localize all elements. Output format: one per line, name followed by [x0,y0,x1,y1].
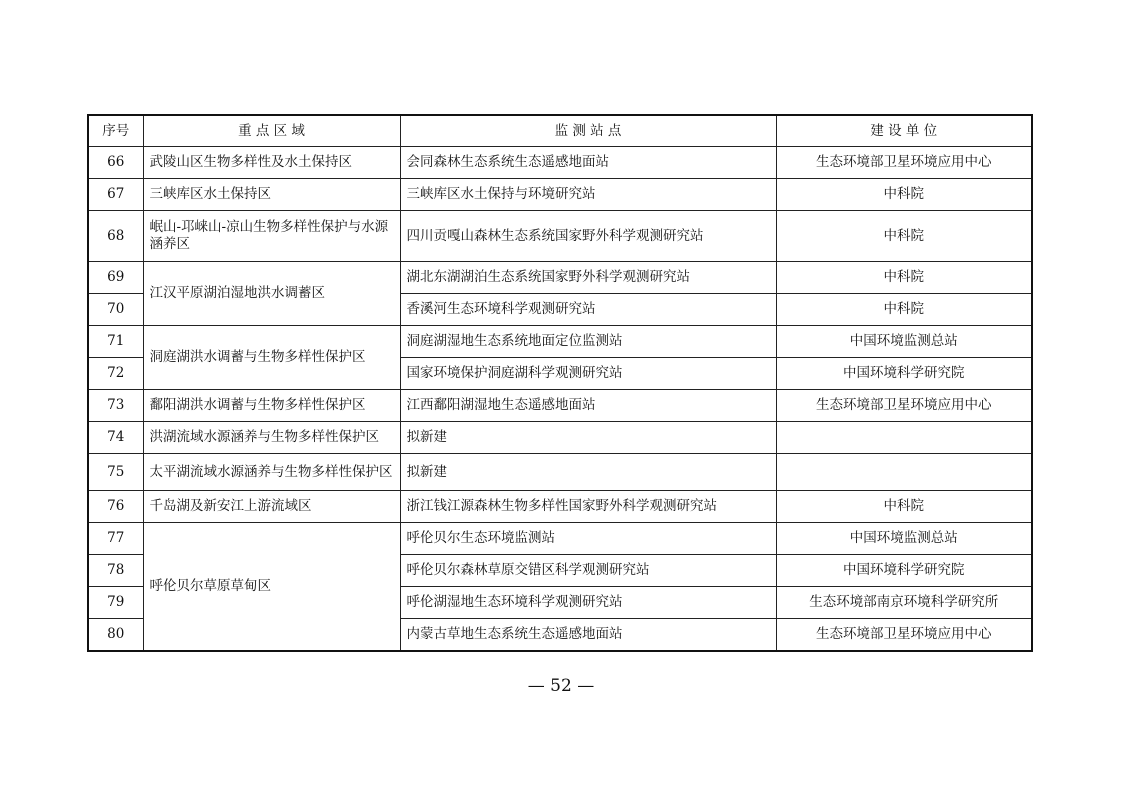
table-row [88,491,1032,523]
row-number: 74 [88,422,143,454]
site-cell: 呼伦贝尔生态环境监测站 [400,523,776,555]
table-row [88,422,1032,454]
unit-cell: 中科院 [776,491,1032,523]
table-row [88,179,1032,211]
site-cell: 呼伦湖湿地生态环境科学观测研究站 [400,587,776,619]
unit-cell: 生态环境部卫星环境应用中心 [776,390,1032,422]
header-site: 监 测 站 点 [400,115,776,147]
row-number: 75 [88,454,143,491]
site-cell: 四川贡嘎山森林生态系统国家野外科学观测研究站 [400,211,776,262]
site-cell: 拟新建 [400,454,776,491]
unit-cell: 生态环境部卫星环境应用中心 [776,147,1032,179]
site-cell: 拟新建 [400,422,776,454]
table-header-row [88,115,1032,147]
row-number: 69 [88,262,143,294]
header-unit: 建 设 单 位 [776,115,1032,147]
site-cell: 洞庭湖湿地生态系统地面定位监测站 [400,326,776,358]
area-cell: 呼伦贝尔草原草甸区 [143,523,400,652]
table-row [88,454,1032,491]
area-cell: 武陵山区生物多样性及水土保持区 [143,147,400,179]
site-cell: 江西鄱阳湖湿地生态遥感地面站 [400,390,776,422]
row-number: 70 [88,294,143,326]
row-number: 67 [88,179,143,211]
area-cell: 千岛湖及新安江上游流域区 [143,491,400,523]
table-row [88,326,1032,358]
area-cell: 江汉平原湖泊湿地洪水调蓄区 [143,262,400,326]
area-cell: 三峡库区水土保持区 [143,179,400,211]
unit-cell: 中国环境科学研究院 [776,358,1032,390]
area-cell: 洞庭湖洪水调蓄与生物多样性保护区 [143,326,400,390]
page-number: — 52 — [527,676,595,696]
site-cell: 湖北东湖湖泊生态系统国家野外科学观测研究站 [400,262,776,294]
site-cell: 国家环境保护洞庭湖科学观测研究站 [400,358,776,390]
table-row [88,147,1032,179]
row-number: 73 [88,390,143,422]
unit-cell [776,422,1032,454]
unit-cell: 中科院 [776,179,1032,211]
header-no: 序号 [88,115,143,147]
table-row [88,211,1032,262]
row-number: 76 [88,491,143,523]
monitoring-stations-table [87,114,1033,652]
row-number: 72 [88,358,143,390]
area-cell: 鄱阳湖洪水调蓄与生物多样性保护区 [143,390,400,422]
row-number: 66 [88,147,143,179]
site-cell: 内蒙古草地生态系统生态遥感地面站 [400,619,776,652]
row-number: 78 [88,555,143,587]
row-number: 71 [88,326,143,358]
header-area: 重 点 区 域 [143,115,400,147]
unit-cell: 生态环境部卫星环境应用中心 [776,619,1032,652]
area-cell: 岷山-邛崃山-凉山生物多样性保护与水源涵养区 [143,211,400,262]
area-cell: 太平湖流域水源涵养与生物多样性保护区 [143,454,400,491]
row-number: 68 [88,211,143,262]
row-number: 80 [88,619,143,652]
row-number: 77 [88,523,143,555]
site-cell: 三峡库区水土保持与环境研究站 [400,179,776,211]
row-number: 79 [88,587,143,619]
unit-cell [776,454,1032,491]
unit-cell: 生态环境部南京环境科学研究所 [776,587,1032,619]
area-cell: 洪湖流域水源涵养与生物多样性保护区 [143,422,400,454]
site-cell: 香溪河生态环境科学观测研究站 [400,294,776,326]
table-row [88,262,1032,294]
site-cell: 浙江钱江源森林生物多样性国家野外科学观测研究站 [400,491,776,523]
unit-cell: 中科院 [776,211,1032,262]
unit-cell: 中科院 [776,262,1032,294]
unit-cell: 中国环境监测总站 [776,523,1032,555]
site-cell: 会同森林生态系统生态遥感地面站 [400,147,776,179]
unit-cell: 中科院 [776,294,1032,326]
table-row [88,523,1032,555]
site-cell: 呼伦贝尔森林草原交错区科学观测研究站 [400,555,776,587]
unit-cell: 中国环境科学研究院 [776,555,1032,587]
unit-cell: 中国环境监测总站 [776,326,1032,358]
table-row [88,390,1032,422]
